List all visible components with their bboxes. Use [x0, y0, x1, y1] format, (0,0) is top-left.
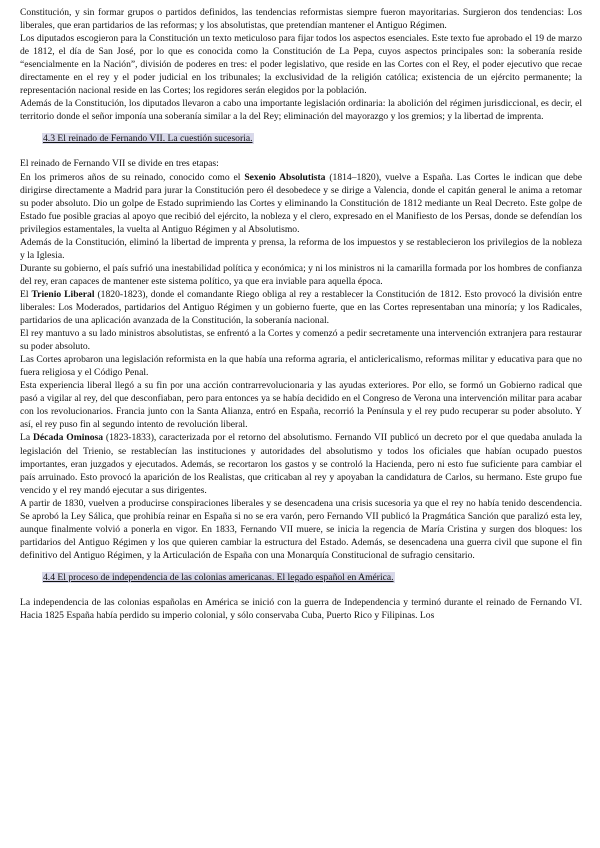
paragraph: A partir de 1830, vuelven a producirse conspiraciones liberales y se desencadena una crisis sucesoria ya que el rey no había tenido descendencia. Se aprobó la Ley Sálica, que prohibía reinar en España si no se era varón, pero Fernando VII publicó la Pragmática Sanción que paralizó esta ley, aunque finalmente volvió a ponerla en vigor. En 1833, Fernando VII muere, se inicia la regencia de María Cristina y surgen dos bloques: los partidarios del Antiguo Régimen y los que quieren cambiar la estructura del Estado. Además, se desencadena una guerra civil que supone el fin definitivo del Antiguo Régimen, y la Articulación de España con una Monarquía Constitucional de sufragio censitario.	[20, 497, 582, 561]
text-run: (1823-1833), caracterizada por el retorno del absolutismo. Fernando VII publicó un decreto por el que quedaba anulada la legislación del Trienio, se restablecían las instituciones y autoridades del absolutismo y todos los oficiales que habían ocupado puestos importantes, eran juzgados y ejecutados. Además, se recortaron los gastos y se controló la Hacienda, pero ni esto fue suficiente para cambiar el país arruinado. Esto provocó la aparición de los Realistas, que criticaban al rey y apoyaban la candidatura de Carlos, su hermano. Este grupo fue vencido y el rey mandó ejecutar a sus dirigentes.	[20, 432, 582, 496]
text-run: (1814–1820), vuelve a España. Las Cortes le indican que debe dirigirse directamente a Madrid para jurar la Constitución pero él desobedece y se dirige a Valencia, donde el capitán general le anima a retomar su poder absoluto. Dio un golpe de Estado suprimiendo las Cortes y eliminando la Constitución de 1812 mediante un Real Decreto. Este golpe de Estado fue posible gracias al apoyo que recibió del ejército, la nobleza y el clero, expresado en el Manifiesto de los Persas, donde se defendían los privilegios estamentales, la vuelta al Antiguo Régimen y al Absolutismo.	[20, 171, 583, 235]
paragraph: Durante su gobierno, el país sufrió una inestabilidad política y económica; y ni los ministros ni la camarilla formada por los hombres de confianza del rey, eran capaces de mantener este sistema político, ya que era inviable para aquella época.	[20, 262, 582, 287]
section-heading-text: 4.3 El reinado de Fernando VII. La cuestión sucesoria.	[43, 133, 253, 145]
paragraph: Esta experiencia liberal llegó a su fin por una acción contrarrevolucionaria y las ayudas exteriores. Por ello, se formó un Gobierno radical que pasó a vigilar al rey, del que desconfiaban, pero para entonces ya se había decidido en el Congreso de Verona una intervención militar para acabar con los revolucionarios. Francia junto con la Santa Alianza, entró en España, recorrió la Península y el rey pudo recuperar su poder absoluto. Y así, el rey puso fin al segundo intento de revolución liberal.	[20, 380, 582, 431]
paragraph: El reinado de Fernando VII se divide en tres etapas:	[20, 158, 219, 170]
section-heading-4-3	[42, 132, 582, 145]
section-heading-text: 4.4 El proceso de independencia de las colonias americanas. El legado español en América.	[43, 571, 394, 583]
text-run: (1820-1823), donde el comandante Riego obliga al rey a restablecer la Constitución de 1812. Esto provocó la división entre liberales: Los Moderados, partidarios del Antiguo Régimen y un gobierno fuerte, que en las Cortes representaban una minoría; y los Radicales, partidarios de una aplicación avanzada de la Constitución, la soberanía nacional.	[20, 288, 582, 327]
bold-term: Sexenio Absolutista	[244, 171, 326, 183]
bold-term: Trienio Liberal	[31, 288, 95, 300]
paragraph-decada	[20, 431, 582, 496]
paragraph: Los diputados escogieron para la Constitución un texto meticuloso para fijar todos los aspectos esenciales. Este texto fue aprobado el 19 de marzo de 1812, el día de San José, por lo que es conocida como la Constitución de La Pepa, cuyos aspectos principales son: la soberanía reside “esencialmente en la Nación”, división de poderes en tres: el poder legislativo, que reside en las Cortes con el Rey, el poder ejecutivo que recae directamente en el rey y el poder judicial en los tribunales; la exclusividad de la religión católica; existencia de un ejército permanente; la representación nacional reside en las Cortes; los regidores serán elegidos por la población.	[20, 33, 582, 97]
text-run: El	[20, 288, 32, 300]
paragraph: Además de la Constitución, eliminó la libertad de imprenta y prensa, la reforma de los impuestos y se restablecieron los privilegios de la nobleza y la Iglesia.	[20, 236, 582, 261]
bold-term: Década Ominosa	[33, 432, 104, 444]
paragraph-trienio	[20, 288, 582, 327]
text-run: En los primeros años de su reinado, conocido como el	[20, 171, 245, 183]
paragraph: El rey mantuvo a su lado ministros absolutistas, se enfrentó a la Cortes y comenzó a pedir secretamente una intervención extranjera para restaurar su poder absoluto.	[20, 328, 582, 353]
section-heading-4-4	[42, 571, 582, 584]
paragraph: La independencia de las colonias españolas en América se inició con la guerra de Independencia y terminó durante el reinado de Fernando VI. Hacia 1825 España había perdido su imperio colonial, y sólo conservaba Cuba, Puerto Rico y Filipinas. Los	[20, 596, 582, 622]
paragraph-sexenio	[20, 171, 582, 236]
paragraph: Constitución, y sin formar grupos o partidos definidos, las tendencias reformistas siempre fueron mayoritarias. Surgieron dos tendencias: Los liberales, que eran partidarios de las reformas; y los absolutistas, que pretendían mantener el Antiguo Régimen.	[20, 7, 582, 32]
paragraph: Además de la Constitución, los diputados llevaron a cabo una importante legislación ordinaria: la abolición del régimen jurisdiccional, es decir, el territorio donde el señor imponía una soberanía similar a la del Rey; eliminación del mayorazgo y los gremios; y la libertad de imprenta.	[20, 98, 582, 123]
text-run: La	[20, 432, 33, 444]
paragraph: Las Cortes aprobaron una legislación reformista en la que había una reforma agraria, el anticlericalismo, reformas militar y educativa para que no fuera religiosa y el Código Penal.	[20, 354, 582, 379]
